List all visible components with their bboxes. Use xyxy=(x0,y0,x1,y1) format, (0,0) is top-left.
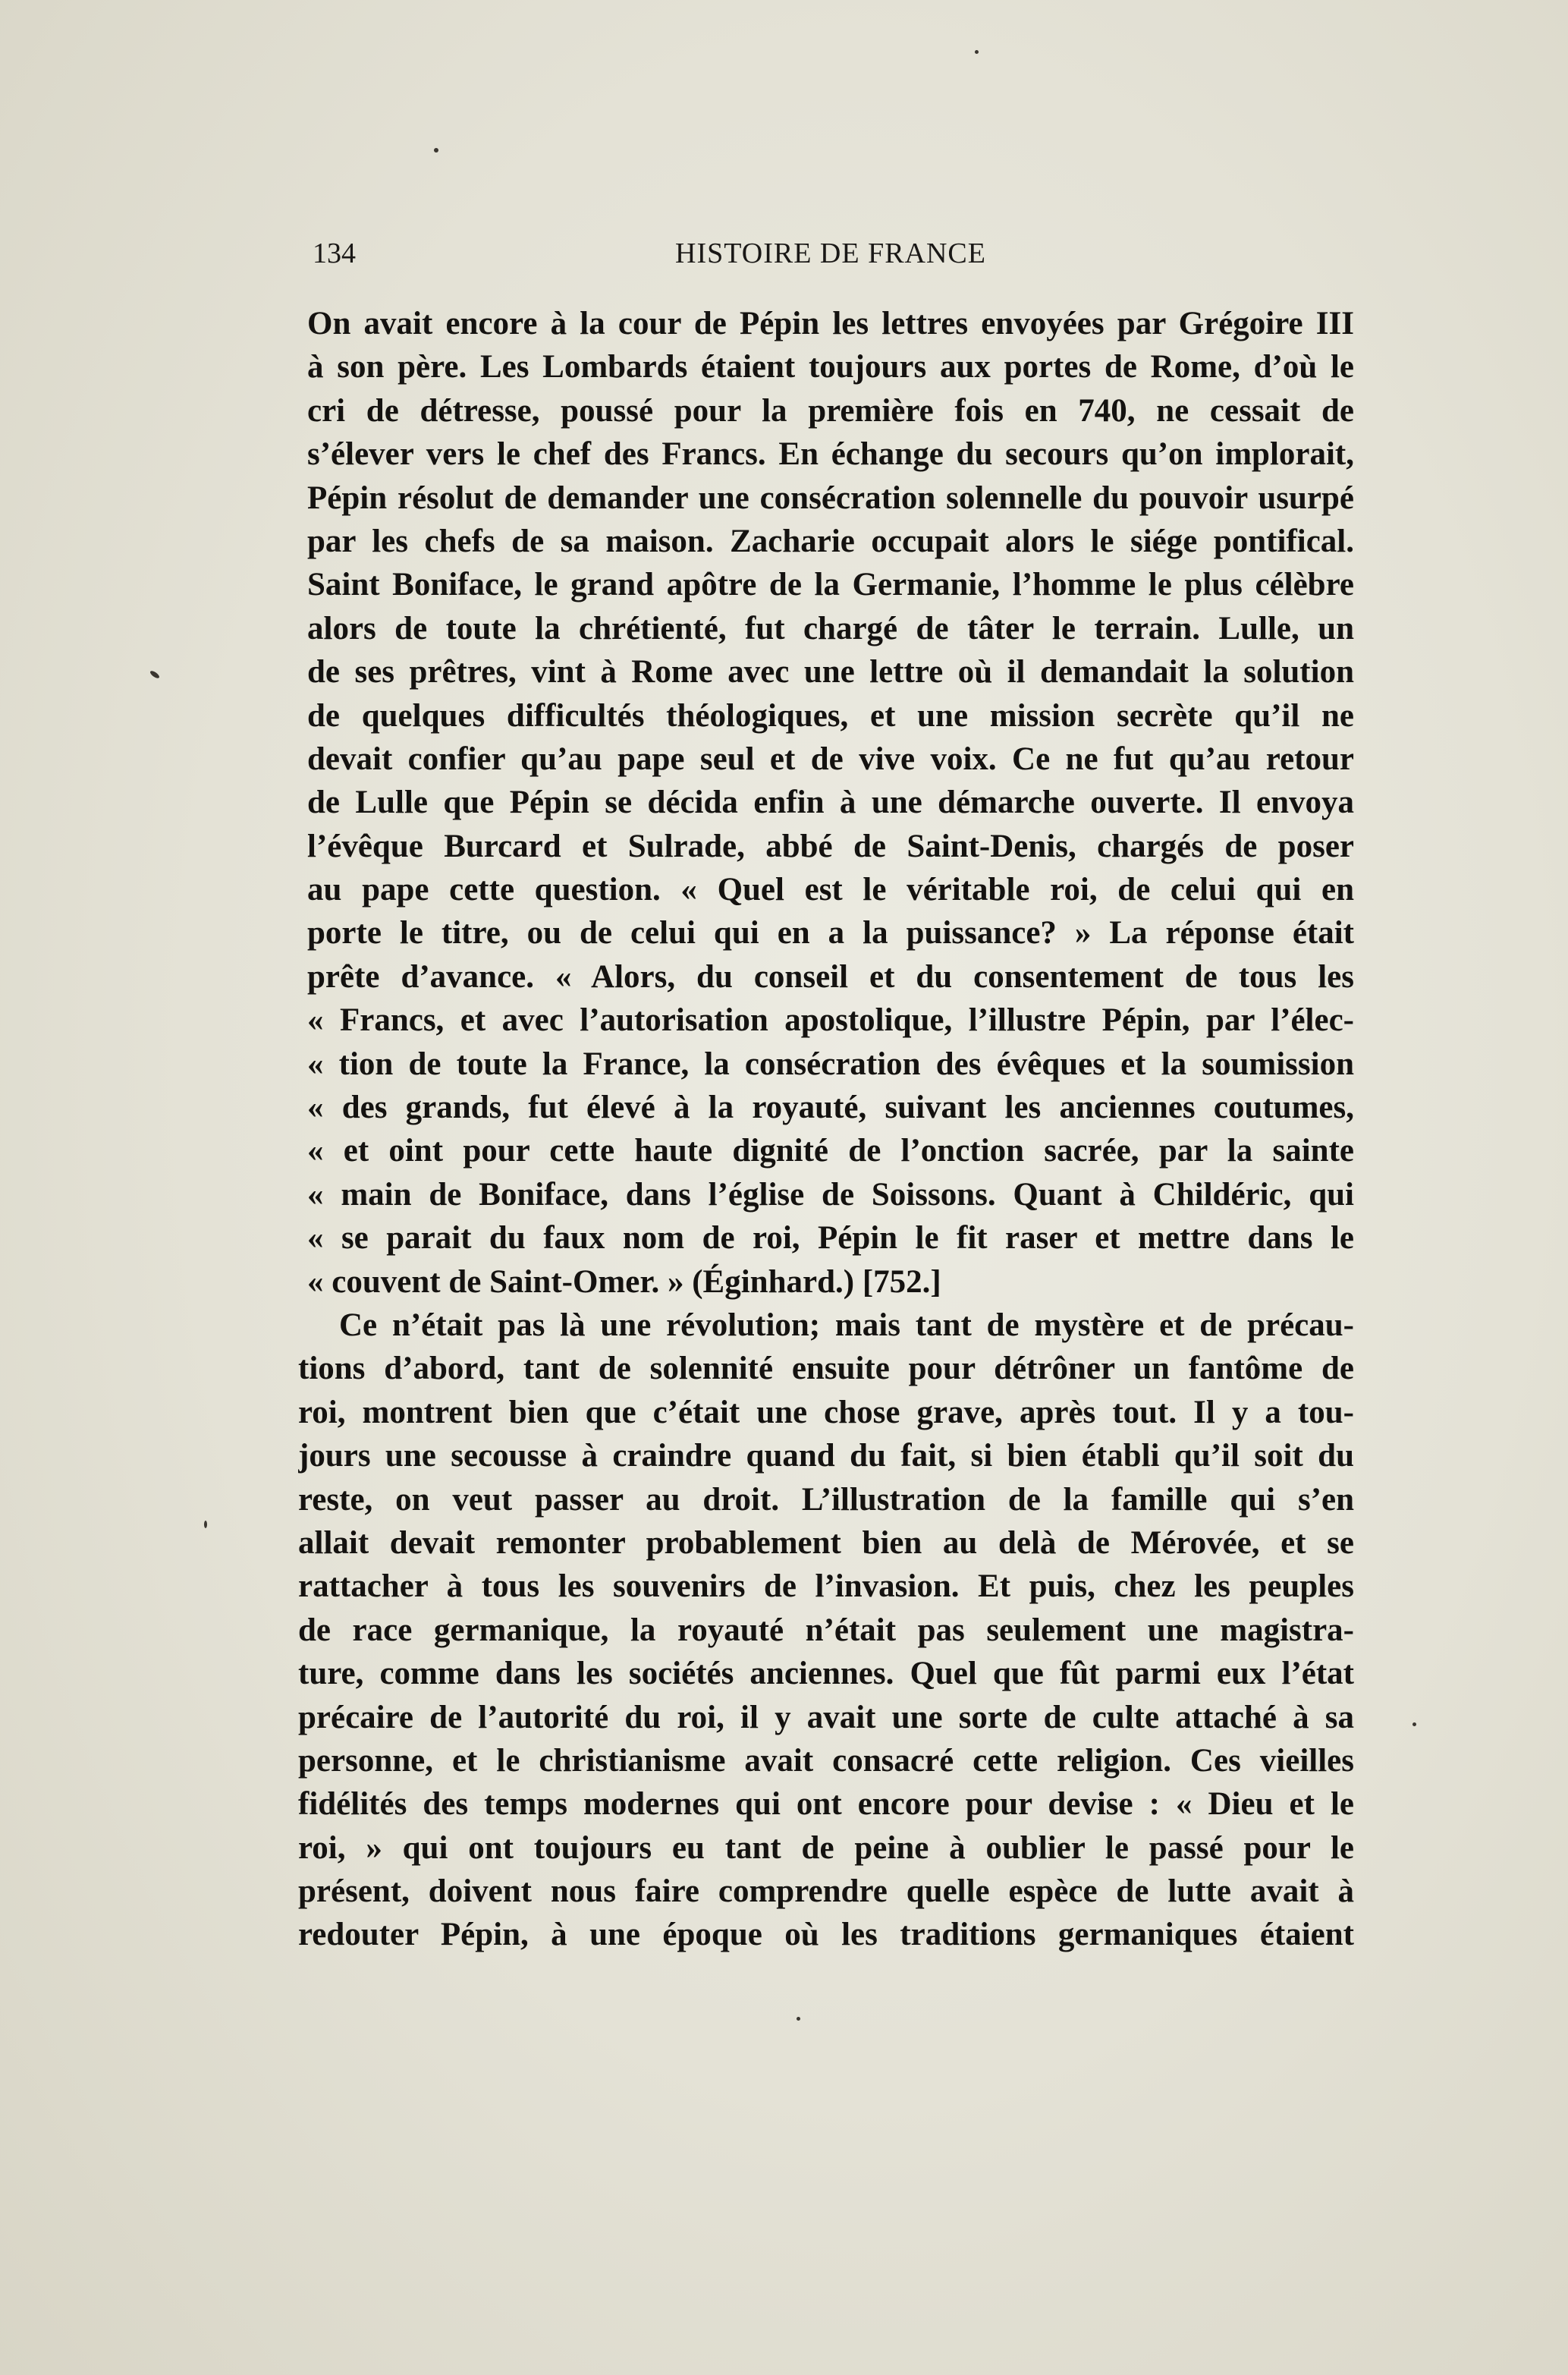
paper-speck xyxy=(204,1521,207,1528)
text-line: de Lulle que Pépin se décida enfin à une démarche ouverte. Il envoya xyxy=(307,785,1354,821)
text-line: personne, et le christianisme avait consacré cette religion. Ces vieilles xyxy=(298,1742,1354,1779)
text-line: ture, comme dans les sociétés anciennes. Quel que fût parmi eux l’état xyxy=(298,1656,1354,1692)
paper-speck xyxy=(434,148,438,153)
text-line: cri de détresse, poussé pour la première fois en 740, ne cessait de xyxy=(307,392,1354,429)
text-line: « et oint pour cette haute dignité de l’onction sacrée, par la sainte xyxy=(307,1133,1354,1169)
text-line: s’élever vers le chef des Francs. En échange du secours qu’on implorait, xyxy=(307,436,1354,473)
text-line: roi, montrent bien que c’était une chose grave, après tout. Il y a tou- xyxy=(298,1394,1354,1430)
text-line: au pape cette question. « Quel est le véritable roi, de celui qui en xyxy=(307,872,1354,908)
text-line: reste, on veut passer au droit. L’illustration de la famille qui s’en xyxy=(298,1481,1354,1518)
paper-speck xyxy=(975,50,979,54)
text-line: précaire de l’autorité du roi, il y avait une sorte de culte attaché à sa xyxy=(298,1699,1354,1735)
text-line: prête d’avance. « Alors, du conseil et du consentement de tous les xyxy=(307,958,1354,995)
text-line: roi, » qui ont toujours eu tant de peine à oublier le passé pour le xyxy=(298,1829,1354,1866)
text-line: porte le titre, ou de celui qui en a la puissance? » La réponse était xyxy=(307,915,1354,952)
paper-speck xyxy=(797,2017,800,2021)
text-line: de race germanique, la royauté n’était pas seulement une magistra- xyxy=(298,1612,1354,1648)
text-line: tions d’abord, tant de solennité ensuite pour détrôner un fantôme de xyxy=(298,1351,1354,1387)
text-line: présent, doivent nous faire comprendre quelle espèce de lutte avait à xyxy=(298,1873,1354,1910)
text-line: rattacher à tous les souvenirs de l’invasion. Et puis, chez les peuples xyxy=(298,1568,1354,1605)
running-title: HISTOIRE DE FRANCE xyxy=(675,238,986,269)
text-line: redouter Pépin, à une époque où les traditions germaniques étaient xyxy=(298,1917,1354,1953)
text-line: allait devait remonter probablement bien au delà de Mérovée, et se xyxy=(298,1524,1354,1561)
text-line: l’évêque Burcard et Sulrade, abbé de Saint-Denis, chargés de poser xyxy=(307,828,1354,864)
text-line: fidélités des temps modernes qui ont encore pour devise : « Dieu et le xyxy=(298,1786,1354,1823)
text-line: « se parait du faux nom de roi, Pépin le fit raser et mettre dans le xyxy=(307,1220,1354,1257)
text-line: de ses prêtres, vint à Rome avec une lettre où il demandait la solution xyxy=(307,654,1354,690)
text-line: « Francs, et avec l’autorisation apostolique, l’illustre Pépin, par l’élec- xyxy=(307,1002,1354,1039)
text-line: « couvent de Saint-Omer. » (Éginhard.) [752.] xyxy=(307,1263,941,1300)
text-line: « main de Boniface, dans l’église de Soissons. Quant à Childéric, qui xyxy=(307,1176,1354,1213)
page-number: 134 xyxy=(313,238,356,269)
text-line: de quelques difficultés théologiques, et une mission secrète qu’il ne xyxy=(307,697,1354,734)
text-line: « tion de toute la France, la consécration des évêques et la soumission xyxy=(307,1046,1354,1082)
text-line: On avait encore à la cour de Pépin les lettres envoyées par Grégoire III xyxy=(307,306,1354,341)
text-line: devait confier qu’au pape seul et de vive voix. Ce ne fut qu’au retour xyxy=(307,741,1354,777)
page-header xyxy=(303,237,1358,282)
text-line: Pépin résolut de demander une consécration solennelle du pouvoir usurpé xyxy=(307,480,1354,516)
text-line: par les chefs de sa maison. Zacharie occupait alors le siége pontifical. xyxy=(307,523,1354,559)
body-text xyxy=(298,302,1354,1957)
text-line: « des grands, fut élevé à la royauté, suivant les anciennes coutumes, xyxy=(307,1090,1354,1126)
text-line: jours une secousse à craindre quand du fait, si bien établi qu’il soit du xyxy=(298,1438,1354,1474)
paper-speck xyxy=(149,670,161,680)
text-line: Saint Boniface, le grand apôtre de la Germanie, l’homme le plus célèbre xyxy=(307,567,1354,603)
paper-speck xyxy=(1412,1722,1416,1726)
text-line: Ce n’était pas là une révolution; mais tant de mystère et de précau- xyxy=(339,1307,1354,1343)
text-line: à son père. Les Lombards étaient toujours aux portes de Rome, d’où le xyxy=(307,349,1354,385)
text-line: alors de toute la chrétienté, fut chargé de tâter le terrain. Lulle, un xyxy=(307,610,1354,646)
